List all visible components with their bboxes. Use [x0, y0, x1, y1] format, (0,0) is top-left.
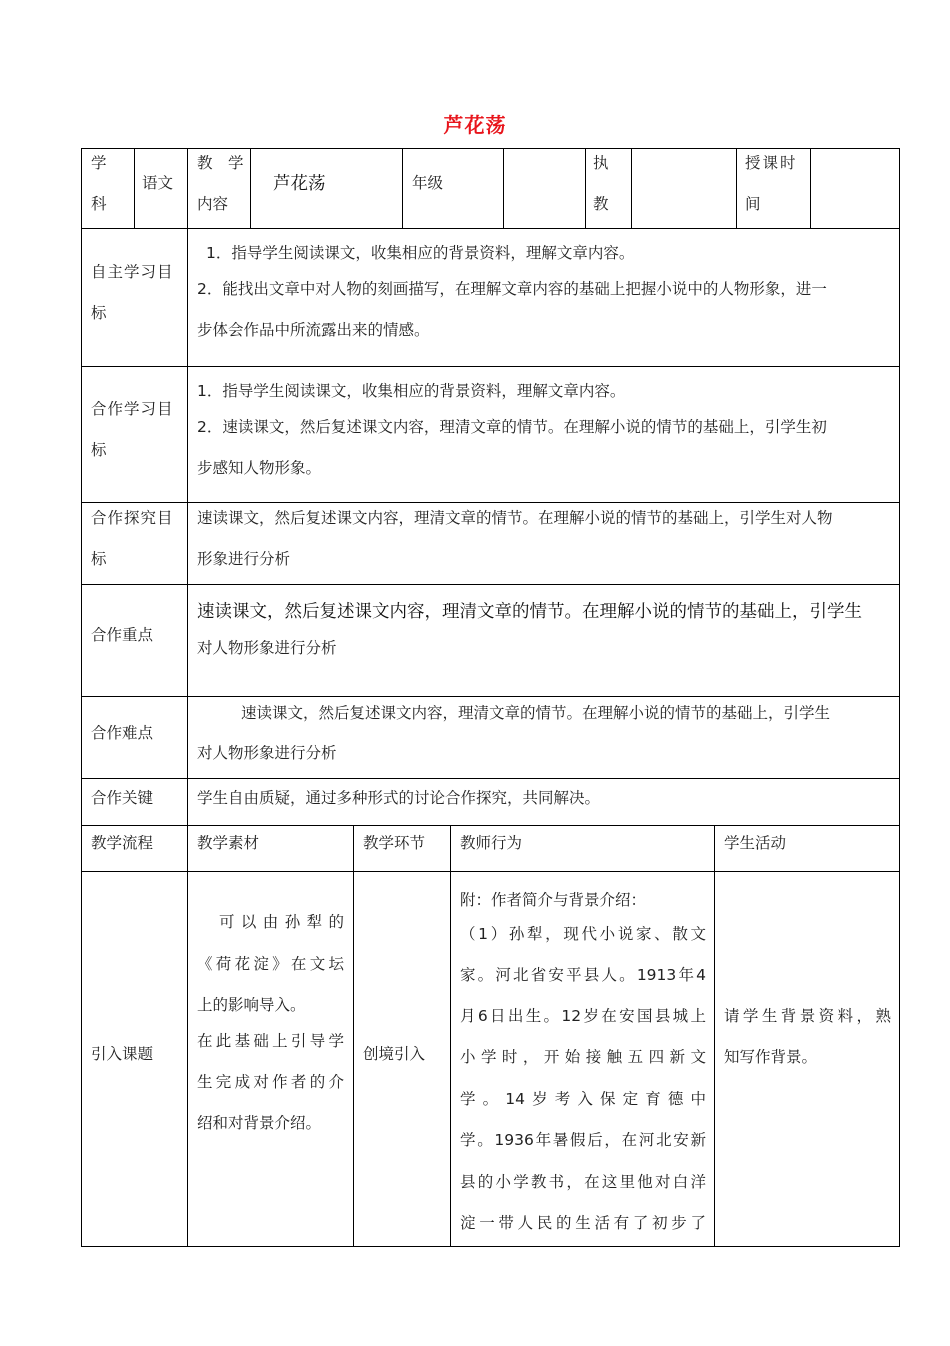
key-point-line-1: 速读课文，然后复述课文内容，理清文章的情节。在理解小说的情节的基础上，引学生: [197, 602, 862, 622]
content-value: 芦花荡: [273, 174, 326, 194]
grade-value-cell: [503, 148, 585, 228]
flow-teacher-line-6: 学。14岁考入保定育德中: [460, 1090, 706, 1108]
flow-student-cell: [714, 871, 900, 1247]
difficulty-content-cell: [187, 696, 900, 778]
flow-teacher-line-2: （1）孙犁，现代小说家、散文: [460, 925, 706, 943]
flow-material-line-1: 可以由孙犁的: [219, 913, 344, 931]
content-label-cell: [187, 148, 250, 228]
flow-student-line-2: 知写作背景。: [724, 1048, 818, 1066]
difficulty-line-2: 对人物形象进行分析: [197, 744, 337, 762]
flow-material-line-5: 生完成对作者的介: [197, 1073, 344, 1091]
coop-explore-line-2: 形象进行分析: [197, 550, 291, 568]
time-value-cell: [810, 148, 900, 228]
coop-explore-label-top: 合作探究目: [91, 509, 174, 527]
self-study-label-cell: [81, 228, 187, 366]
teacher-label-cell: [585, 148, 631, 228]
flow-teacher-line-3: 家。河北省安平县人。1913年4: [460, 966, 706, 984]
time-label-bottom: 间: [745, 195, 761, 213]
flow-material-line-4: 在此基础上引导学: [197, 1032, 344, 1050]
time-label-cell: [736, 148, 810, 228]
key-point-label-cell: [81, 584, 187, 696]
coop-study-label-cell: [81, 366, 187, 502]
teacher-label-top: 执: [593, 154, 609, 172]
coop-study-line-1: 1．指导学生阅读课文，收集相应的背景资料，理解文章内容。: [197, 382, 626, 400]
teacher-value-cell: [631, 148, 736, 228]
key-point-line-2: 对人物形象进行分析: [197, 639, 337, 657]
table-right-border: [899, 148, 900, 1247]
content-value-cell: [250, 148, 402, 228]
flow-header-teacher: [450, 825, 714, 871]
flow-teacher-cell: [450, 871, 714, 1247]
content-label-bottom: 内容: [197, 195, 229, 213]
coop-study-line-2: 2．速读课文，然后复述课文内容，理清文章的情节。在理解小说的情节的基础上，引学生初: [197, 418, 827, 436]
difficulty-line-1: 速读课文，然后复述课文内容，理清文章的情节。在理解小说的情节的基础上，引学生: [241, 704, 831, 722]
flow-teacher-line-9: 淀一带人民的生活有了初步了: [460, 1214, 706, 1232]
grade-label-cell: [402, 148, 503, 228]
document-title: 芦花荡: [443, 113, 507, 137]
self-study-line-2: 2．能找出文章中对人物的刻画描写，在理解文章内容的基础上把握小说中的人物形象，进一: [197, 280, 827, 298]
key-line-1: 学生自由质疑，通过多种形式的讨论合作探究，共同解决。: [197, 789, 601, 807]
flow-header-material-label: 教学素材: [197, 834, 260, 852]
key-content-cell: [187, 778, 900, 825]
coop-study-line-3: 步感知人物形象。: [197, 459, 322, 477]
coop-explore-line-1: 速读课文，然后复述课文内容，理清文章的情节。在理解小说的情节的基础上，引学生对人物: [197, 509, 833, 527]
subject-value-cell: [134, 148, 187, 228]
key-point-content-cell: [187, 584, 900, 696]
flow-segment-cell: [353, 871, 450, 1247]
coop-explore-label-cell: [81, 502, 187, 584]
difficulty-label: 合作难点: [91, 724, 154, 742]
subject-value: 语文: [142, 174, 174, 192]
flow-header-segment-label: 教学环节: [363, 834, 426, 852]
self-study-content-cell: [187, 228, 900, 366]
coop-study-label-bottom: 标: [91, 441, 107, 459]
flow-teacher-line-5: 小学时，开始接触五四新文: [460, 1048, 706, 1066]
flow-header-stage-label: 教学流程: [91, 834, 154, 852]
coop-explore-label-bottom: 标: [91, 550, 107, 568]
self-study-label-bottom: 标: [91, 304, 107, 322]
coop-study-label-top: 合作学习目: [91, 400, 174, 418]
teacher-label-bottom: 教: [593, 195, 609, 213]
coop-explore-content-cell: [187, 502, 900, 584]
flow-material-line-3: 上的影响导入。: [197, 996, 306, 1014]
flow-teacher-line-8: 县的小学教书，在这里他对白洋: [460, 1173, 706, 1191]
self-study-label-top: 自主学习目: [91, 263, 174, 281]
key-label: 合作关键: [91, 789, 154, 807]
flow-segment: 创境引入: [363, 1045, 426, 1063]
grade-label: 年级: [412, 174, 444, 192]
subject-label-bottom: 科: [91, 195, 107, 213]
subject-label-cell: [81, 148, 134, 228]
flow-header-material: [187, 825, 353, 871]
flow-teacher-line-7: 学。1936年暑假后，在河北安新: [460, 1131, 706, 1149]
self-study-line-3: 步体会作品中所流露出来的情感。: [197, 321, 430, 339]
flow-stage-cell: [81, 871, 187, 1247]
flow-teacher-line-1: 附：作者简介与背景介绍：: [460, 891, 647, 909]
flow-material-cell: [187, 871, 353, 1247]
table-bottom-border: [81, 1246, 900, 1247]
flow-header-student-label: 学生活动: [724, 834, 787, 852]
flow-stage: 引入课题: [91, 1045, 154, 1063]
flow-header-teacher-label: 教师行为: [460, 834, 523, 852]
flow-student-line-1: 请学生背景资料，熟: [724, 1007, 891, 1025]
flow-material-line-2: 《荷花淀》在文坛: [197, 955, 344, 973]
subject-label-top: 学: [91, 154, 107, 172]
key-point-label: 合作重点: [91, 626, 154, 644]
content-label-top: 教 学: [197, 154, 244, 172]
difficulty-label-cell: [81, 696, 187, 778]
flow-teacher-line-4: 月6日出生。12岁在安国县城上: [460, 1007, 706, 1025]
flow-header-segment: [353, 825, 450, 871]
self-study-line-1: 1．指导学生阅读课文，收集相应的背景资料，理解文章内容。: [206, 244, 635, 262]
coop-study-content-cell: [187, 366, 900, 502]
flow-header-stage: [81, 825, 187, 871]
time-label-top: 授课时: [745, 154, 798, 172]
key-label-cell: [81, 778, 187, 825]
flow-header-student: [714, 825, 900, 871]
flow-material-line-6: 绍和对背景介绍。: [197, 1114, 322, 1132]
